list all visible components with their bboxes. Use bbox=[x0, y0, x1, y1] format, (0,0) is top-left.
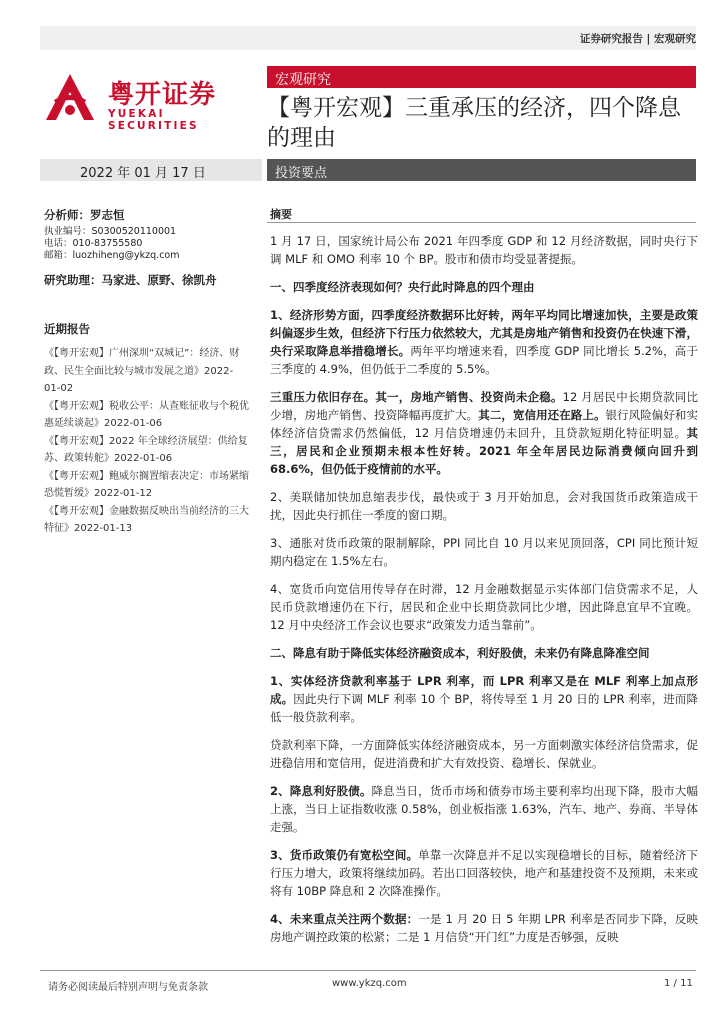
paragraph-economy-rest: 两年平均增速来看，四季度 GDP 同比增长 5.2%，高于三季度的 4.9%，但仍低于二季度的 5.5%。 bbox=[270, 344, 699, 376]
date-bar bbox=[40, 159, 262, 181]
paragraph-key-data bbox=[270, 910, 698, 946]
footer-website[interactable]: www.ykzq.com bbox=[332, 978, 407, 989]
investment-points-label: 投资要点 bbox=[275, 166, 328, 181]
recent-report-item[interactable]: 《【粤开宏观】金融数据反映出当前经济的三大特征》2022-01-13 bbox=[44, 505, 249, 534]
paragraph-easing-bold: 3、货币政策仍有宽松空间。 bbox=[270, 848, 419, 862]
recent-report-item[interactable]: 《【粤开宏观】广州深圳“双城记”：经济、财政、民生全面比较与城市发展之道》2022-01-02 bbox=[44, 348, 240, 394]
footer-page-number: 1 / 11 bbox=[664, 978, 693, 989]
report-date: 2022 年 01 月 17 日 bbox=[80, 166, 206, 181]
paragraph-fed: 2、美联储加快加息缩表步伐，最快或于 3 月开始加息，会对我国货币政策造成干扰，因此央行抓住一季度的窗口期。 bbox=[270, 490, 698, 522]
investment-points-bar bbox=[267, 159, 696, 181]
intro-paragraph: 1 月 17 日，国家统计局公布 2021 年四季度 GDP 和 12 月经济数据，同时央行下调 MLF 和 OMO 利率 10 个 BP。股市和债市均受显著提振。 bbox=[270, 234, 698, 266]
paragraph-three-pressures bbox=[270, 388, 698, 478]
paragraph-economy bbox=[270, 306, 698, 378]
section-heading-2: 二、降息有助于降低实体经济融资成本，利好股债，未来仍有降息降准空间 bbox=[270, 646, 650, 660]
top-header-bar bbox=[40, 26, 696, 50]
paragraph-lpr-rest: 因此央行下调 MLF 利率 10 个 BP，将传导至 1 月 20 日的 LPR 利率，进而降低一般贷款利率。 bbox=[270, 692, 698, 724]
recent-reports-heading: 近期报告 bbox=[44, 322, 90, 336]
analyst-email: 邮箱：luozhiheng@ykzq.com bbox=[44, 250, 180, 261]
category-label: 宏观研究 bbox=[275, 72, 331, 88]
paragraph-market-rest: 降息当日，货币市场和债券市场主要利率均出现下降，股市大幅上涨，当日上证指数收涨 0.58%，创业板指涨 1.63%，汽车、地产、券商、半导体走强。 bbox=[270, 784, 698, 834]
section-heading-1: 一、四季度经济表现如何？央行此时降息的四个理由 bbox=[270, 280, 535, 294]
logo-chinese-name: 粤开证券 bbox=[108, 80, 217, 110]
analyst-name: 分析师：罗志恒 bbox=[44, 208, 125, 222]
paragraph-market-bold: 2、降息利好股债。 bbox=[270, 784, 372, 798]
recent-reports bbox=[44, 321, 249, 538]
paragraph-economy-bold: 1、经济形势方面，四季度经济数据环比好转，两年平均同比增速加快，主要是政策纠偏逐步生效，但经济下行压力依然较大，尤其是房地产销售和投资仍在快速下滑，央行采取降息举措稳增长。 bbox=[270, 308, 698, 358]
paragraph-easing-space bbox=[270, 846, 698, 900]
footer-disclaimer: 请务必阅读最后特别声明与免责条款 bbox=[48, 982, 208, 993]
abstract-divider bbox=[267, 222, 696, 223]
pressure-1-text: 12 月居民中长期贷款同比少增，房地产销售、投资降幅再度扩大。 bbox=[270, 390, 699, 422]
paragraph-lpr bbox=[270, 672, 698, 726]
pressure-3-bold: 其三，居民和企业预期未根本性好转。2021 年全年居民边际消费倾向回升到 68.6%，但仍低于疫情前的水平。 bbox=[270, 426, 698, 476]
pressure-2-bold: 其二，宽信用还在路上。 bbox=[478, 408, 606, 422]
report-title: 【粤开宏观】三重承压的经济，四个降息的理由 bbox=[267, 95, 681, 151]
paragraph-loan-rate: 贷款利率下降，一方面降低实体经济融资成本，另一方面刺激实体经济信贷需求，促进稳信用和宽信用，促进消费和扩大有效投资、稳增长、保就业。 bbox=[270, 738, 698, 770]
paragraph-key-data-bold: 4、未来重点关注两个数据： bbox=[270, 912, 419, 926]
category-bar bbox=[267, 66, 696, 88]
paragraph-lpr-bold: 1、实体经济贷款利率基于 LPR 利率，而 LPR 利率又是在 MLF 利率上加点形成。 bbox=[270, 674, 698, 706]
pressure-2-text: 银行风险偏好和实体经济信贷需求仍然偏低，12 月信贷增速仍未回升，且贷款短期化特征明显。 bbox=[270, 408, 699, 440]
paragraph-market bbox=[270, 782, 698, 836]
abstract-heading: 摘要 bbox=[270, 208, 292, 221]
yuekai-logo-icon bbox=[40, 70, 100, 126]
research-assistants: 研究助理：马家进、原野、徐凯舟 bbox=[44, 273, 217, 287]
recent-report-item[interactable]: 《【粤开宏观】税收公平：从查账征收与个税优惠延续谈起》2022-01-06 bbox=[44, 400, 249, 429]
logo-english-name: YUEKAI SECURITIES bbox=[108, 108, 199, 132]
paragraph-credit-lag: 4、宽货币向宽信用传导存在时滞，12 月金融数据显示实体部门信贷需求不足，人民币贷款增速仍在下行，居民和企业中长期贷款同比少增，因此降息宜早不宜晚。12 月中央经济工作会议也要求“政策发力适当靠前”。 bbox=[270, 582, 698, 632]
pressure-1-bold: 三重压力依旧存在。其一，房地产销售、投资尚未企稳。 bbox=[270, 390, 563, 404]
analyst-phone: 电话：010-83755580 bbox=[44, 238, 143, 249]
recent-report-item[interactable]: 《【粤开宏观】鲍威尔搁置缩表决定：市场紧缩恐慌暂缓》2022-01-12 bbox=[44, 470, 249, 499]
paragraph-key-data-rest: 一是 1 月 20 日 5 年期 LPR 利率是否同步下降，反映房地产调控政策的松紧；二是 1 月信贷“开门红”力度是否够强，反映 bbox=[270, 912, 698, 944]
paragraph-inflation: 3、通胀对货币政策的限制解除，PPI 同比自 10 月以来见顶回落，CPI 同比预计短期内稳定在 1.5%左右。 bbox=[270, 536, 698, 568]
abstract-body bbox=[270, 232, 698, 956]
footer-divider bbox=[40, 970, 696, 971]
header-label: 证券研究报告 | 宏观研究 bbox=[579, 33, 696, 45]
recent-report-item[interactable]: 《【粤开宏观】2022 年全球经济展望：供给复苏、政策转舵》2022-01-06 bbox=[44, 435, 248, 464]
company-logo bbox=[40, 70, 250, 132]
analyst-info bbox=[44, 207, 259, 288]
analyst-license: 执业编号：S0300520110001 bbox=[44, 226, 177, 237]
paragraph-easing-rest: 单靠一次降息并不足以实现稳增长的目标，随着经济下行压力增大，政策将继续加码。若出口回落较快，地产和基建投资不及预期，未来或将有 10BP 降息和 2 次降准操作。 bbox=[270, 848, 698, 898]
